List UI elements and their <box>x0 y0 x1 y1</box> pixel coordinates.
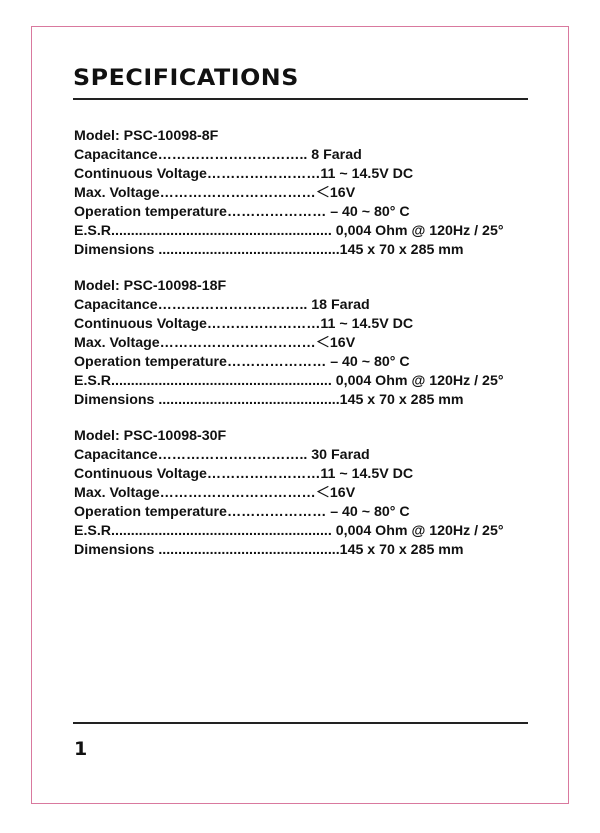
spec-capacitance: Capacitance………………………….. 8 Farad <box>74 147 362 163</box>
spec-esr: E.S.R........................................................ 0,004 Ohm @ 120Hz / 25° <box>74 373 504 389</box>
spec-max-voltage: Max. Voltage……………………………＜16V <box>74 185 356 201</box>
page-title: SPECIFICATIONS <box>73 66 299 91</box>
spec-continuous-voltage: Continuous Voltage……………………11 ~ 14.5V DC <box>74 166 414 182</box>
spec-section-30f <box>74 427 504 560</box>
model-heading: Model: PSC-10098-30F <box>74 428 227 444</box>
spec-dimensions: Dimensions ..............................................145 x 70 x 285 mm <box>74 242 464 258</box>
model-heading: Model: PSC-10098-8F <box>74 128 219 144</box>
spec-dimensions: Dimensions ..............................................145 x 70 x 285 mm <box>74 392 464 408</box>
spec-operation-temperature: Operation temperature………………… – 40 ~ 80° C <box>74 504 410 520</box>
spec-dimensions: Dimensions ..............................................145 x 70 x 285 mm <box>74 542 464 558</box>
spec-operation-temperature: Operation temperature………………… – 40 ~ 80° C <box>74 354 410 370</box>
spec-esr: E.S.R........................................................ 0,004 Ohm @ 120Hz / 25° <box>74 223 504 239</box>
spec-max-voltage: Max. Voltage……………………………＜16V <box>74 335 356 351</box>
model-heading: Model: PSC-10098-18F <box>74 278 227 294</box>
page-number: 1 <box>74 738 88 760</box>
spec-section-8f <box>74 127 504 260</box>
footer-divider <box>73 722 528 724</box>
spec-section-18f <box>74 277 504 410</box>
spec-max-voltage: Max. Voltage……………………………＜16V <box>74 485 356 501</box>
spec-continuous-voltage: Continuous Voltage……………………11 ~ 14.5V DC <box>74 316 414 332</box>
spec-esr: E.S.R........................................................ 0,004 Ohm @ 120Hz / 25° <box>74 523 504 539</box>
spec-operation-temperature: Operation temperature………………… – 40 ~ 80° C <box>74 204 410 220</box>
spec-continuous-voltage: Continuous Voltage……………………11 ~ 14.5V DC <box>74 466 414 482</box>
spec-capacitance: Capacitance………………………….. 18 Farad <box>74 297 370 313</box>
title-divider <box>73 98 528 100</box>
spec-capacitance: Capacitance………………………….. 30 Farad <box>74 447 370 463</box>
